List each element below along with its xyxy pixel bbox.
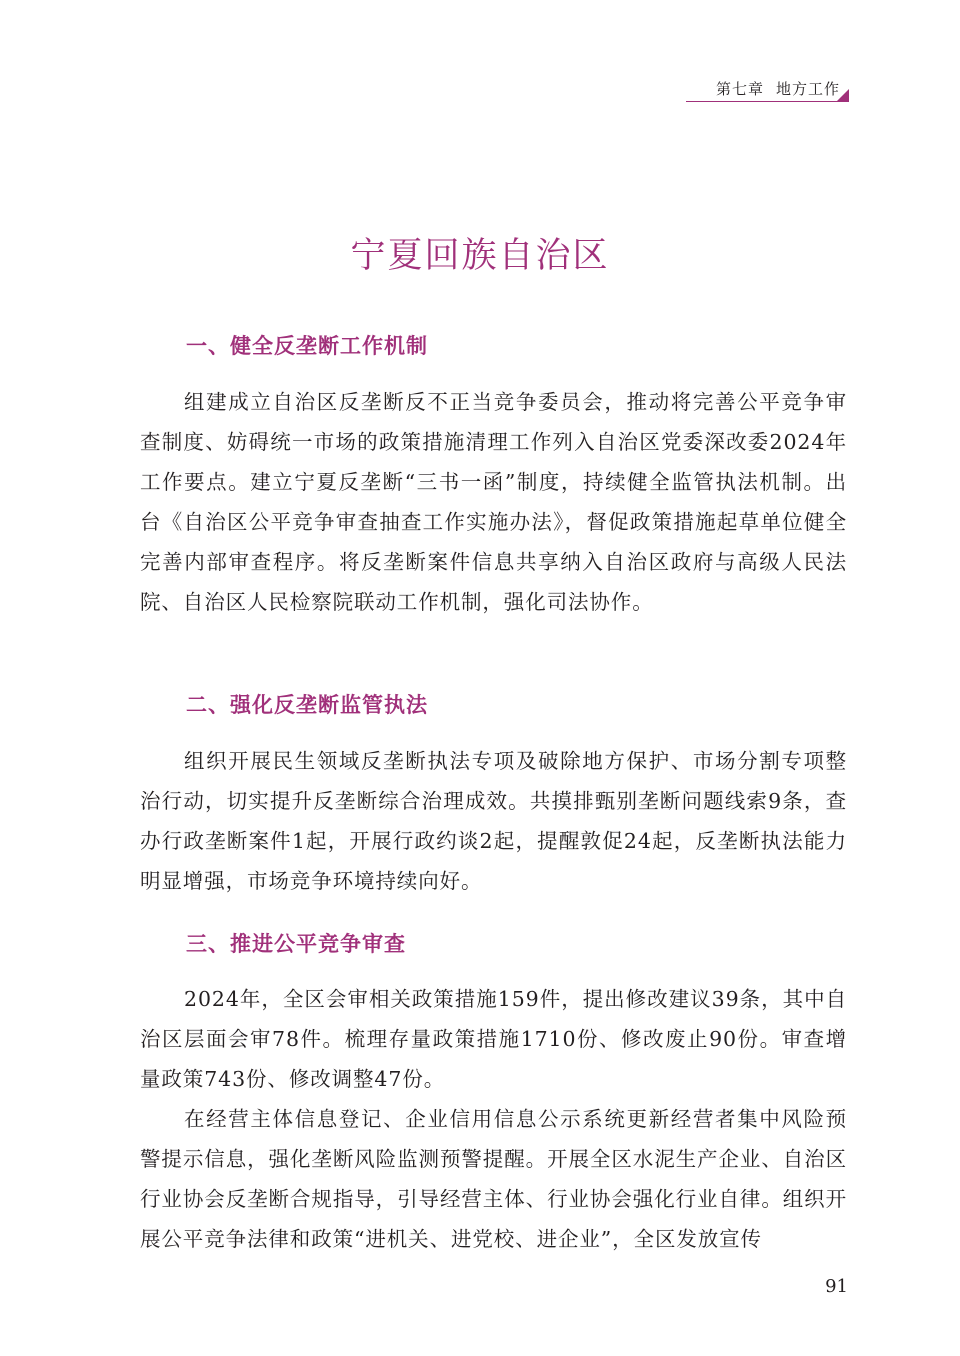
paragraph-4: 在经营主体信息登记、企业信用信息公示系统更新经营者集中风险预警提示信息，强化垄断风险监测预警提醒。开展全区水泥生产企业、自治区行业协会反垄断合规指导，引导经营主体、行业协会强化行业自律。组织开展公平竞争法律和政策“进机关、进党校、进企业”，全区发放宣传 [140,1107,847,1251]
paragraph-2: 组织开展民生领域反垄断执法专项及破除地方保护、市场分割专项整治行动，切实提升反垄断综合治理成效。共摸排甄别垄断问题线索9条，查办行政垄断案件1起，开展行政约谈2起，提醒敦促24起，反垄断执法能力明显增强，市场竞争环境持续向好。 [140,749,847,893]
header-rule [686,101,838,102]
page-title: 宁夏回族自治区 [350,236,610,276]
header-corner-triangle [836,89,849,102]
header-chapter: 第七章 [715,80,764,98]
section-heading-1: 一、健全反垄断工作机制 [186,333,428,358]
paragraph-1: 组建成立自治区反垄断反不正当竞争委员会，推动将完善公平竞争审查制度、妨碍统一市场的政策措施清理工作列入自治区党委深改委2024年工作要点。建立宁夏反垄断“三书一函”制度，持续健全监管执法机制。出台《自治区公平竞争审查抽查工作实施办法》，督促政策措施起草单位健全完善内部审查程序。将反垄断案件信息共享纳入自治区政府与高级人民法院、自治区人民检察院联动工作机制，强化司法协作。 [140,390,847,614]
header-section: 地方工作 [775,80,840,98]
section-heading-3: 三、推进公平竞争审查 [186,931,406,956]
paragraph-3: 2024年，全区会审相关政策措施159件，提出修改建议39条，其中自治区层面会审78件。梳理存量政策措施1710份、修改废止90份。审查增量政策743份、修改调整47份。 [140,987,847,1091]
section-heading-2: 二、强化反垄断监管执法 [186,692,428,717]
page-number: 91 [825,1276,848,1297]
running-header [688,78,840,102]
